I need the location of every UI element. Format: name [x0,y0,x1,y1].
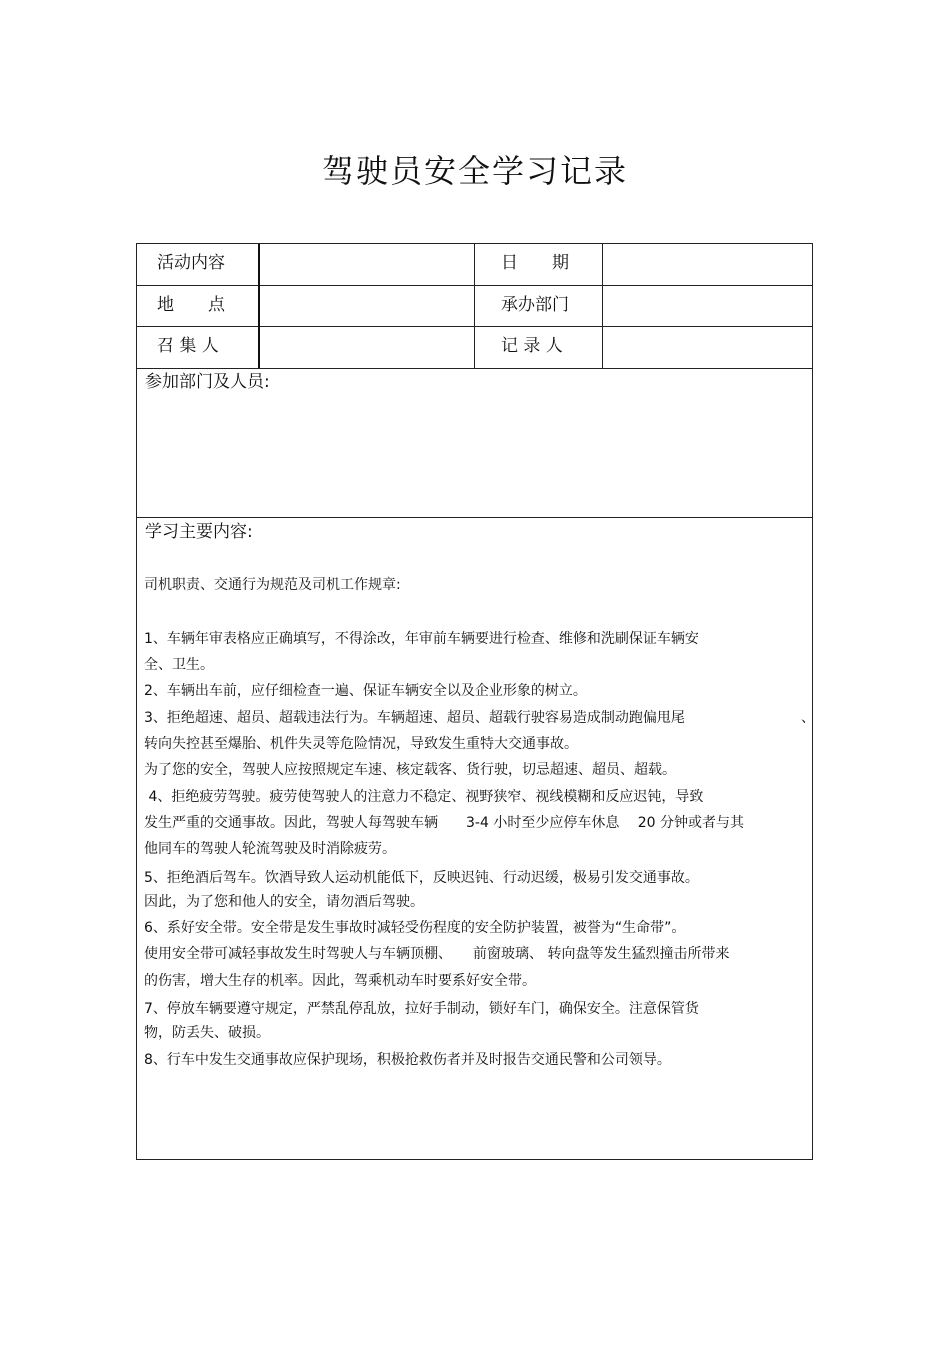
rule-line: 2、车辆出车前，应仔细检查一遍、保证车辆安全以及企业形象的树立。 [144,683,587,699]
convener-label: 召 集 人 [157,336,219,356]
rule-line: 5、拒绝酒后驾车。饮酒导致人运动机能低下，反映迟钝、行动迟缓，极易引发交通事故。 [144,870,699,886]
location-label: 地 点 [157,295,225,315]
column-divider [602,244,603,368]
rule-line: 物，防丢失、破损。 [144,1025,270,1041]
page-title: 驾驶员安全学习记录 [321,152,628,190]
study-content-label: 学习主要内容: [145,522,253,542]
row-divider [137,517,812,518]
rule-line: 他同车的驾驶人轮流驾驶及时消除疲劳。 [144,841,396,857]
rule-line: 发生严重的交通事故。因此，驾驶人每驾驶车辆 3-4 小时至少应停车休息 20 分钟或者与其 [144,815,745,831]
rule-line: 3、拒绝超速、超员、超载违法行为。车辆超速、超员、超载行驶容易造成制动跑偏甩尾 [144,710,685,726]
recorder-label: 记 录 人 [501,336,563,356]
rule-line: 为了您的安全，驾驶人应按照规定车速、核定载客、货行驶，切忌超速、超员、超载。 [144,762,676,778]
rule-line: 全、卫生。 [144,657,214,673]
date-label: 日 期 [501,253,569,273]
rule-line: 4、拒绝疲劳驾驶。疲劳使驾驶人的注意力不稳定、视野狭窄、视线模糊和反应迟钝，导致 [144,789,704,805]
rule-line: 7、停放车辆要遵守规定，严禁乱停乱放，拉好手制动，锁好车门，确保安全。注意保管货 [144,1001,699,1017]
column-divider [258,244,260,368]
rule-line: 因此，为了您和他人的安全，请勿酒后驾驶。 [144,894,424,910]
column-divider [474,244,475,368]
rule-line: 1、车辆年审表格应正确填写，不得涂改，年审前车辆要进行检查、维修和洗刷保证车辆安 [144,631,699,647]
study-record-form [136,243,813,1160]
rule-line: 6、系好安全带。安全带是发生事故时减轻受伤程度的安全防护装置，被誉为“生命带”。 [144,920,686,936]
row-divider [137,368,812,369]
activity-label: 活动内容 [157,253,225,273]
study-subtitle: 司机职责、交通行为规范及司机工作规章: [144,577,401,593]
trailing-mark: 、 [801,710,815,726]
department-label: 承办部门 [501,295,569,315]
rule-line: 的伤害，增大生存的机率。因此，驾乘机动车时要系好安全带。 [144,973,536,989]
participants-label: 参加部门及人员: [145,372,270,392]
rule-line: 转向失控甚至爆胎、机件失灵等危险情况，导致发生重特大交通事故。 [144,736,578,752]
rule-line: 使用安全带可减轻事故发生时驾驶人与车辆顶棚、 前窗玻璃、 转向盘等发生猛烈撞击所带来 [144,946,730,962]
rule-line: 8、行车中发生交通事故应保护现场，积极抢救伤者并及时报告交通民警和公司领导。 [144,1052,671,1068]
